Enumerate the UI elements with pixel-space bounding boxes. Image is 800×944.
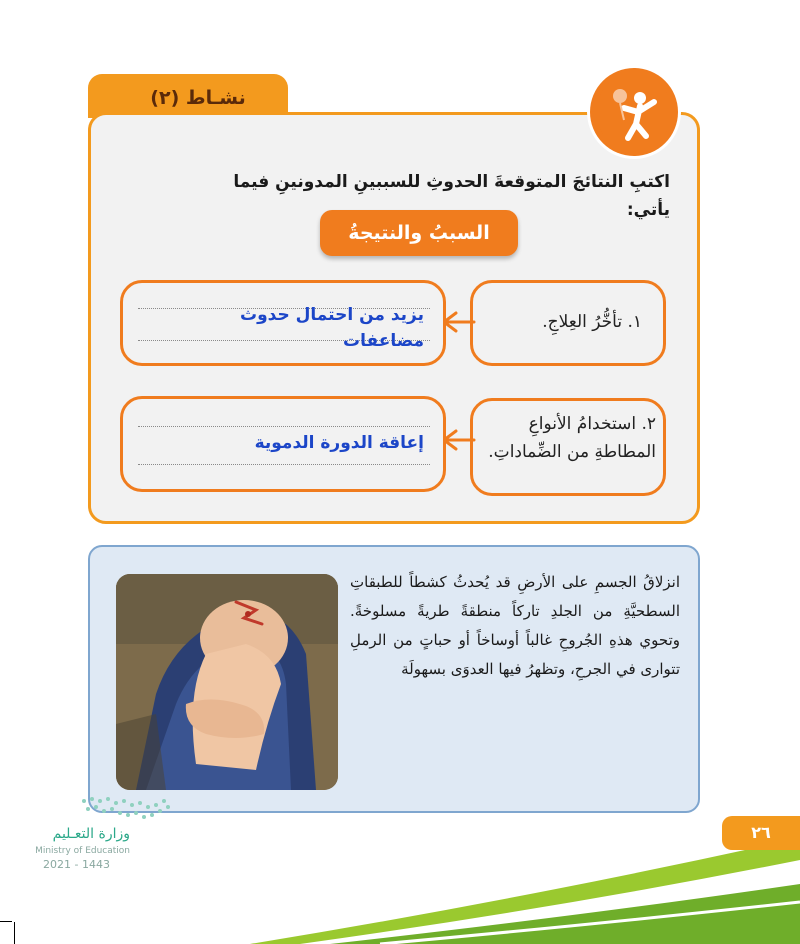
cause-effect-heading: السببُ والنتيجةُ (320, 210, 518, 256)
ministry-logo-icon (78, 795, 174, 823)
page-number: ٢٦ (722, 816, 800, 850)
ministry-name-english: Ministry of Education (35, 846, 130, 856)
answer-text-2: إعاقة الدورة الدموية (254, 433, 424, 453)
activity-tab-label: نشـاط (٢) (150, 87, 246, 109)
activity-prompt: اكتبِ النتائجَ المتوقعةَ الحدوثِ للسببينِ المدونينِ فيما يأتي: (233, 172, 670, 220)
ministry-year: 2021 - 1443 (43, 858, 110, 871)
decorative-swoosh (0, 820, 800, 944)
answer-line (138, 426, 430, 427)
scraped-elbow-photo (116, 574, 338, 790)
answer-text-1: يزيد من احتمال حدوث مضاعفات (239, 305, 424, 351)
answer-line (138, 464, 430, 465)
cause-text-2: ٢. استخدامُ الأنواعِ المطاطةِ من الضِّماداتِ. (488, 414, 656, 462)
info-text: انزلاقُ الجسمِ على الأرضِ قد يُحدثُ كشطاً للطبقاتِ السطحيَّةِ من الجلدِ تاركاً منطقةً طريةً مسلوخةً. وتحوي هذهِ الجُروحِ غالباً أوساخاً أو حباتٍ من الرملِ تتوارى في الجرحِ، وتظهرُ فيها العدوَى بسهولَة (350, 573, 680, 678)
cause-text-1: ١. تأخُّرُ العِلاجِ. (542, 312, 642, 332)
ministry-name: وزارة التعـليم (52, 826, 130, 842)
activity-logo-icon (590, 68, 678, 156)
